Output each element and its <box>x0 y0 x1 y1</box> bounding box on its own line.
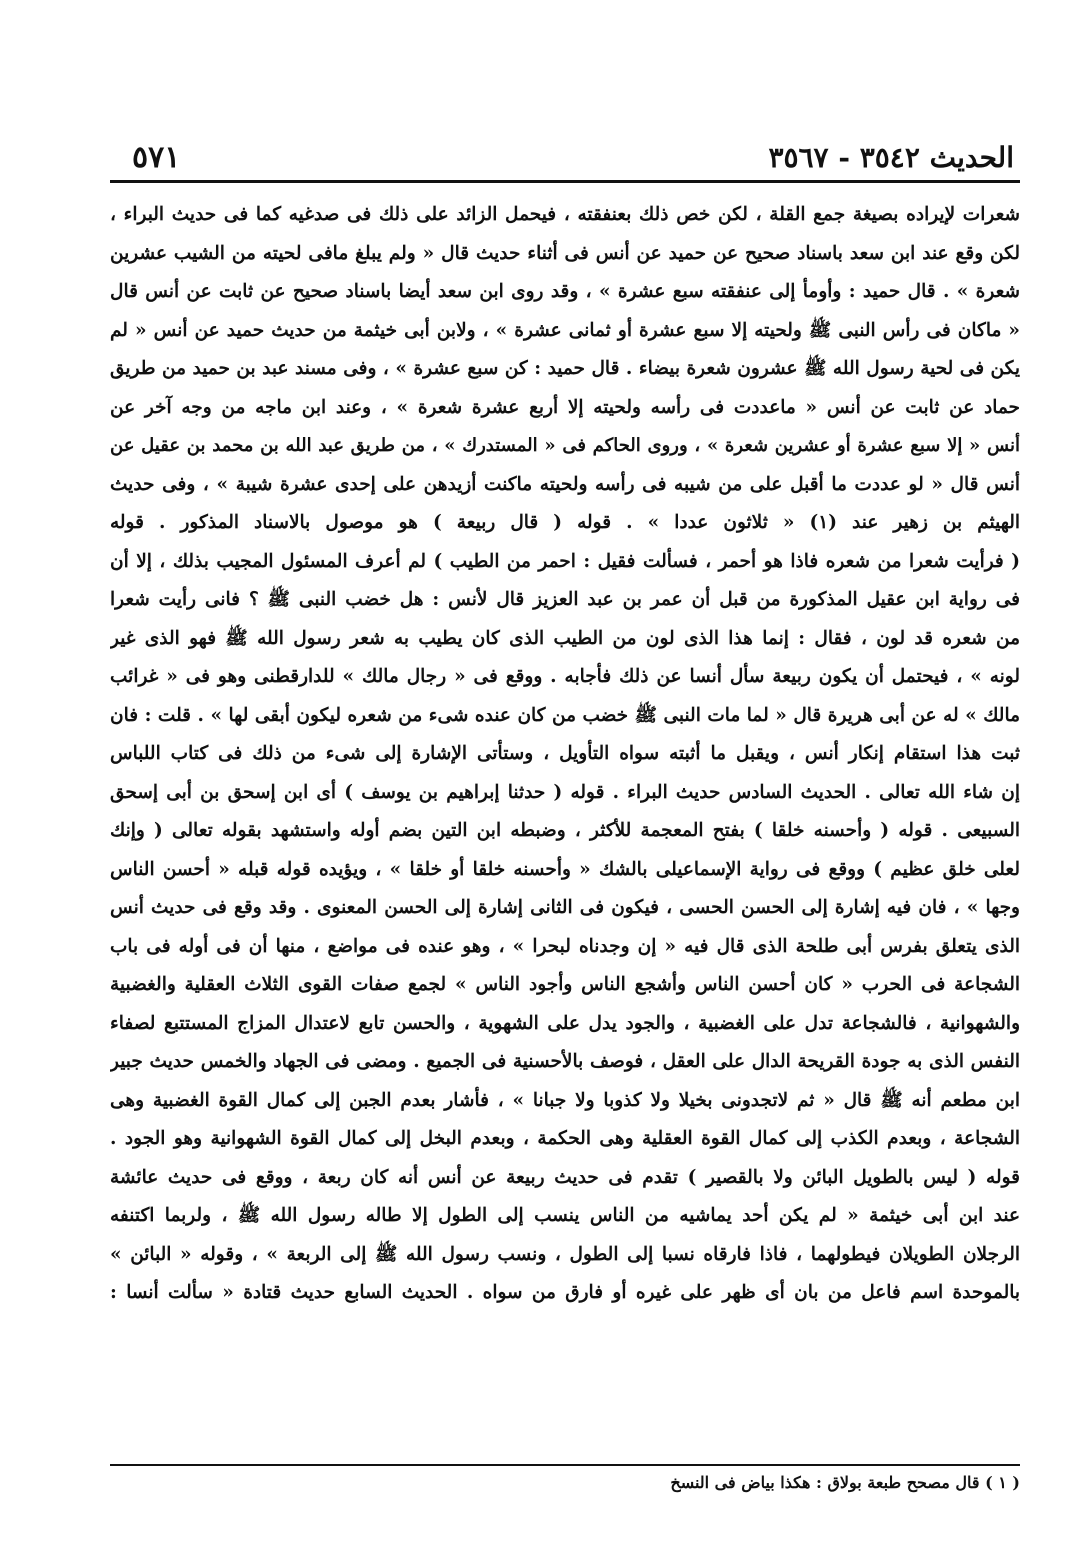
text-line: أنس « إلا سبع عشرة أو عشرين شعرة » ، وروى الحاكم فى « المستدرك » ، من طريق عبد الله بن محمد بن عقيل عن <box>110 435 1020 456</box>
text-line: لكن وقع عند ابن سعد باسناد صحيح عن حميد عن أنس فى أثناء حديث قال « ولم يبلغ مافى لحيته من الشيب عشرين <box>110 242 1020 264</box>
text-line: إن شاء الله تعالى . الحديث السادس حديث البراء . قوله ( حدثنا إبراهيم بن يوسف ) أى ابن إسحق بن أبى إسحق <box>110 781 1020 803</box>
text-line: الهيثم بن زهير عند (١) « ثلاثون عددا » . قوله ( قال ربيعة ) هو موصول بالاسناد المذكور . قوله <box>110 512 1020 533</box>
text-line: الرجلان الطويلان فيطولهما ، فاذا فارقاه نسبا إلى الطول ، ونسب رسول الله ﷺ إلى الربعة » ، وقوله « البائن » <box>110 1243 1020 1265</box>
page-number: ٥٧١ <box>132 140 181 175</box>
main-text-block <box>110 196 1020 1313</box>
text-line: يكن فى لحية رسول الله ﷺ عشرون شعرة بيضاء . قال حميد : كن سبع عشرة » ، وفى مسند عبد بن حميد من طريق <box>110 358 1020 379</box>
text-line: الذى يتعلق بفرس أبى طلحة الذى قال فيه « إن وجدناه لبحرا » ، وهو عنده فى مواضع ، منها أن فى أوله فى باب <box>110 935 1020 957</box>
text-line: عند ابن أبى خيثمة « لم يكن أحد يماشيه من الناس ينسب إلى الطول إلا طاله رسول الله ﷺ ، ولربما اكتنفه <box>110 1205 1020 1226</box>
text-line: ثبت هذا استقام إنكار أنس ، ويقبل ما أثبته سواه التأويل ، وستأتى الإشارة إلى شىء من ذلك فى كتاب اللباس <box>110 743 1020 764</box>
footnote: ( ١ ) قال مصحح طبعة بولاق : هكذا بياض فى النسخ <box>670 1473 1020 1492</box>
text-line: الشجاعة فى الحرب « كان أحسن الناس وأشجع الناس وأجود الناس » لجمع صفات القوى الثلاث العقلية والغضبية <box>110 974 1020 995</box>
text-line: الشجاعة ، وبعدم الكذب إلى كمال القوة العقلية وهى الحكمة ، وبعدم البخل إلى كمال القوة الشهوانية وهو الجود . <box>110 1128 1020 1149</box>
text-line: والشهوانية ، فالشجاعة تدل على الغضبية ، والجود يدل على الشهوية ، والحسن تابع لاعتدال المزاج المستتبع لصفاء <box>110 1012 1020 1034</box>
text-line: بالموحدة اسم فاعل من بان أى ظهر على غيره أو فارق من سواه . الحديث السابع حديث قتادة « سألت أنسا : <box>110 1282 1020 1303</box>
text-line: وجها » ، فان فيه إشارة إلى الحسن الحسى ، فيكون فى الثانى إشارة إلى الحسن المعنوى . وقد وقع فى حديث أنس <box>110 897 1020 918</box>
text-line: مالك » له عن أبى هريرة قال « لما مات النبى ﷺ خضب من كان عنده شىء من شعره ليكون أبقى لها » . قلت : فان <box>110 704 1020 726</box>
text-line: « ماكان فى رأس النبى ﷺ ولحيته إلا سبع عشرة أو ثمانى عشرة » ، ولابن أبى خيثمة من حديث حميد عن أنس « لم <box>110 319 1020 341</box>
text-line: قوله ( ليس بالطويل البائن ولا بالقصير ) تقدم فى حديث ربيعة عن أنس أنه كان ربعة ، ووقع فى حديث عائشة <box>110 1166 1020 1188</box>
text-line: شعرة » . قال حميد : وأومأ إلى عنفقته سبع عشرة » ، وقد روى ابن سعد أيضا باسناد صحيح عن ثابت عن أنس قال <box>110 281 1020 302</box>
text-line: النفس الذى به جودة القريحة الدال على العقل ، فوصف بالأحسنية فى الجميع . ومضى فى الجهاد والخمس حديث جبير <box>110 1051 1020 1072</box>
text-line: لونه » ، فيحتمل أن يكون ربيعة سأل أنسا عن ذلك فأجابه . ووقع فى « رجال مالك » للدارقطنى وهو فى « غرائب <box>110 666 1020 687</box>
footnote-rule <box>110 1464 1020 1466</box>
text-line: ابن مطعم أنه ﷺ قال « ثم لاتجدونى بخيلا ولا كذوبا ولا جبانا » ، فأشار بعدم الجبن إلى كمال القوة الغضبية وهى <box>110 1089 1020 1111</box>
header-title: الحديث ٣٥٤٢ - ٣٥٦٧ <box>768 141 1014 174</box>
text-line: السبيعى . قوله ( وأحسنه خلقا ) بفتح المعجمة للأكثر ، وضبطه ابن التين بضم أوله واستشهد بقوله تعالى ( وإنك <box>110 820 1020 841</box>
text-line: أنس قال « لو عددت ما أقبل على من شيبه فى رأسه ولحيته ماكنت أزيدهن على إحدى عشرة شيبة » ، وفى حديث <box>110 473 1020 495</box>
text-line: ( فرأيت شعرا من شعره فاذا هو أحمر ، فسألت فقيل : احمر من الطيب ) لم أعرف المسئول المجيب بذلك ، إلا أن <box>110 550 1020 572</box>
text-line: حماد عن ثابت عن أنس « ماعددت فى رأسه ولحيته إلا أربع عشرة شعرة » ، وعند ابن ماجه من وجه آخر عن <box>110 396 1020 418</box>
text-line: لعلى خلق عظيم ) ووقع فى رواية الإسماعيلى بالشك « وأحسنه خلقا أو خلقا » ، ويؤيده قوله قبله « أحسن الناس <box>110 858 1020 880</box>
text-line: من شعره قد لون ، فقال : إنما هذا الذى لون من الطيب الذى كان يطيب به شعر رسول الله ﷺ فهو الذى غير <box>110 627 1020 649</box>
running-header <box>110 138 1020 182</box>
header-rule <box>110 180 1020 183</box>
text-line: شعرات لإيراده بصيغة جمع القلة ، لكن خص ذلك بعنفقته ، فيحمل الزائد على ذلك فى صدغيه كما فى حديث البراء ، <box>110 204 1020 225</box>
text-line: فى رواية ابن عقيل المذكورة من قبل أن عمر بن عبد العزيز قال لأنس : هل خضب النبى ﷺ ؟ فانى رأيت شعرا <box>110 589 1020 610</box>
